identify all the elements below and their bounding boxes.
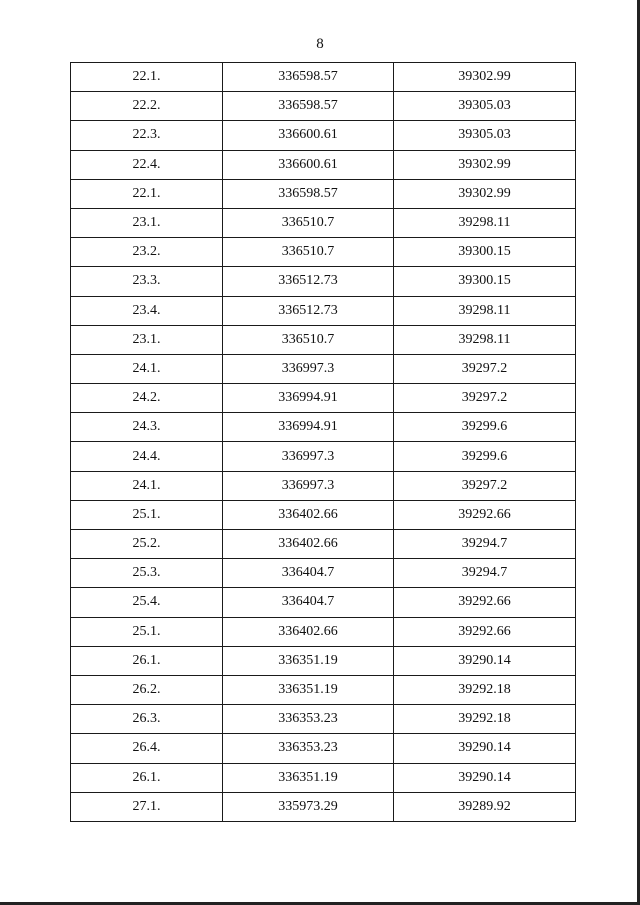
point-id-cell: 24.1. — [71, 471, 223, 500]
table-row — [71, 500, 576, 529]
table-row — [71, 92, 576, 121]
table-row — [71, 413, 576, 442]
point-id-cell: 23.2. — [71, 238, 223, 267]
y-coordinate-cell: 39297.2 — [394, 471, 576, 500]
y-coordinate-cell: 39299.6 — [394, 442, 576, 471]
y-coordinate-cell: 39290.14 — [394, 763, 576, 792]
x-coordinate-cell: 336351.19 — [223, 646, 394, 675]
table-row — [71, 325, 576, 354]
table-row — [71, 530, 576, 559]
table-row — [71, 267, 576, 296]
x-coordinate-cell: 336353.23 — [223, 705, 394, 734]
point-id-cell: 23.4. — [71, 296, 223, 325]
y-coordinate-cell: 39292.66 — [394, 617, 576, 646]
x-coordinate-cell: 336510.7 — [223, 325, 394, 354]
y-coordinate-cell: 39289.92 — [394, 792, 576, 821]
x-coordinate-cell: 335973.29 — [223, 792, 394, 821]
point-id-cell: 25.1. — [71, 500, 223, 529]
x-coordinate-cell: 336402.66 — [223, 530, 394, 559]
x-coordinate-cell: 336600.61 — [223, 121, 394, 150]
y-coordinate-cell: 39297.2 — [394, 354, 576, 383]
x-coordinate-cell: 336994.91 — [223, 413, 394, 442]
point-id-cell: 25.3. — [71, 559, 223, 588]
x-coordinate-cell: 336512.73 — [223, 267, 394, 296]
point-id-cell: 26.2. — [71, 675, 223, 704]
coordinates-table-body — [71, 63, 576, 822]
table-row — [71, 617, 576, 646]
point-id-cell: 26.1. — [71, 763, 223, 792]
table-row — [71, 734, 576, 763]
x-coordinate-cell: 336600.61 — [223, 150, 394, 179]
y-coordinate-cell: 39305.03 — [394, 92, 576, 121]
table-row — [71, 588, 576, 617]
x-coordinate-cell: 336402.66 — [223, 500, 394, 529]
point-id-cell: 26.1. — [71, 646, 223, 675]
point-id-cell: 24.1. — [71, 354, 223, 383]
point-id-cell: 23.1. — [71, 208, 223, 237]
point-id-cell: 22.2. — [71, 92, 223, 121]
x-coordinate-cell: 336353.23 — [223, 734, 394, 763]
x-coordinate-cell: 336598.57 — [223, 63, 394, 92]
x-coordinate-cell: 336351.19 — [223, 675, 394, 704]
x-coordinate-cell: 336404.7 — [223, 559, 394, 588]
y-coordinate-cell: 39297.2 — [394, 384, 576, 413]
y-coordinate-cell: 39292.18 — [394, 705, 576, 734]
table-row — [71, 471, 576, 500]
point-id-cell: 22.1. — [71, 179, 223, 208]
point-id-cell: 23.3. — [71, 267, 223, 296]
table-row — [71, 238, 576, 267]
table-row — [71, 63, 576, 92]
y-coordinate-cell: 39298.11 — [394, 208, 576, 237]
y-coordinate-cell: 39302.99 — [394, 63, 576, 92]
y-coordinate-cell: 39299.6 — [394, 413, 576, 442]
y-coordinate-cell: 39300.15 — [394, 267, 576, 296]
table-row — [71, 354, 576, 383]
y-coordinate-cell: 39290.14 — [394, 734, 576, 763]
x-coordinate-cell: 336598.57 — [223, 92, 394, 121]
point-id-cell: 27.1. — [71, 792, 223, 821]
y-coordinate-cell: 39305.03 — [394, 121, 576, 150]
table-row — [71, 705, 576, 734]
table-row — [71, 384, 576, 413]
x-coordinate-cell: 336997.3 — [223, 354, 394, 383]
y-coordinate-cell: 39302.99 — [394, 150, 576, 179]
table-row — [71, 675, 576, 704]
x-coordinate-cell: 336997.3 — [223, 442, 394, 471]
y-coordinate-cell: 39294.7 — [394, 530, 576, 559]
x-coordinate-cell: 336351.19 — [223, 763, 394, 792]
table-row — [71, 559, 576, 588]
table-row — [71, 442, 576, 471]
y-coordinate-cell: 39298.11 — [394, 325, 576, 354]
y-coordinate-cell: 39298.11 — [394, 296, 576, 325]
x-coordinate-cell: 336404.7 — [223, 588, 394, 617]
y-coordinate-cell: 39302.99 — [394, 179, 576, 208]
table-row — [71, 646, 576, 675]
point-id-cell: 24.2. — [71, 384, 223, 413]
point-id-cell: 24.3. — [71, 413, 223, 442]
point-id-cell: 23.1. — [71, 325, 223, 354]
x-coordinate-cell: 336510.7 — [223, 208, 394, 237]
y-coordinate-cell: 39290.14 — [394, 646, 576, 675]
point-id-cell: 22.3. — [71, 121, 223, 150]
table-row — [71, 296, 576, 325]
table-row — [71, 121, 576, 150]
page-number: 8 — [316, 36, 324, 52]
y-coordinate-cell: 39300.15 — [394, 238, 576, 267]
table-row — [71, 179, 576, 208]
point-id-cell: 25.2. — [71, 530, 223, 559]
y-coordinate-cell: 39292.66 — [394, 588, 576, 617]
point-id-cell: 26.4. — [71, 734, 223, 763]
x-coordinate-cell: 336510.7 — [223, 238, 394, 267]
x-coordinate-cell: 336598.57 — [223, 179, 394, 208]
table-row — [71, 792, 576, 821]
x-coordinate-cell: 336512.73 — [223, 296, 394, 325]
coordinates-table — [70, 62, 576, 822]
x-coordinate-cell: 336402.66 — [223, 617, 394, 646]
y-coordinate-cell: 39294.7 — [394, 559, 576, 588]
point-id-cell: 22.1. — [71, 63, 223, 92]
table-row — [71, 208, 576, 237]
point-id-cell: 25.4. — [71, 588, 223, 617]
table-row — [71, 150, 576, 179]
point-id-cell: 24.4. — [71, 442, 223, 471]
point-id-cell: 26.3. — [71, 705, 223, 734]
table-row — [71, 763, 576, 792]
point-id-cell: 22.4. — [71, 150, 223, 179]
x-coordinate-cell: 336994.91 — [223, 384, 394, 413]
x-coordinate-cell: 336997.3 — [223, 471, 394, 500]
y-coordinate-cell: 39292.66 — [394, 500, 576, 529]
y-coordinate-cell: 39292.18 — [394, 675, 576, 704]
point-id-cell: 25.1. — [71, 617, 223, 646]
